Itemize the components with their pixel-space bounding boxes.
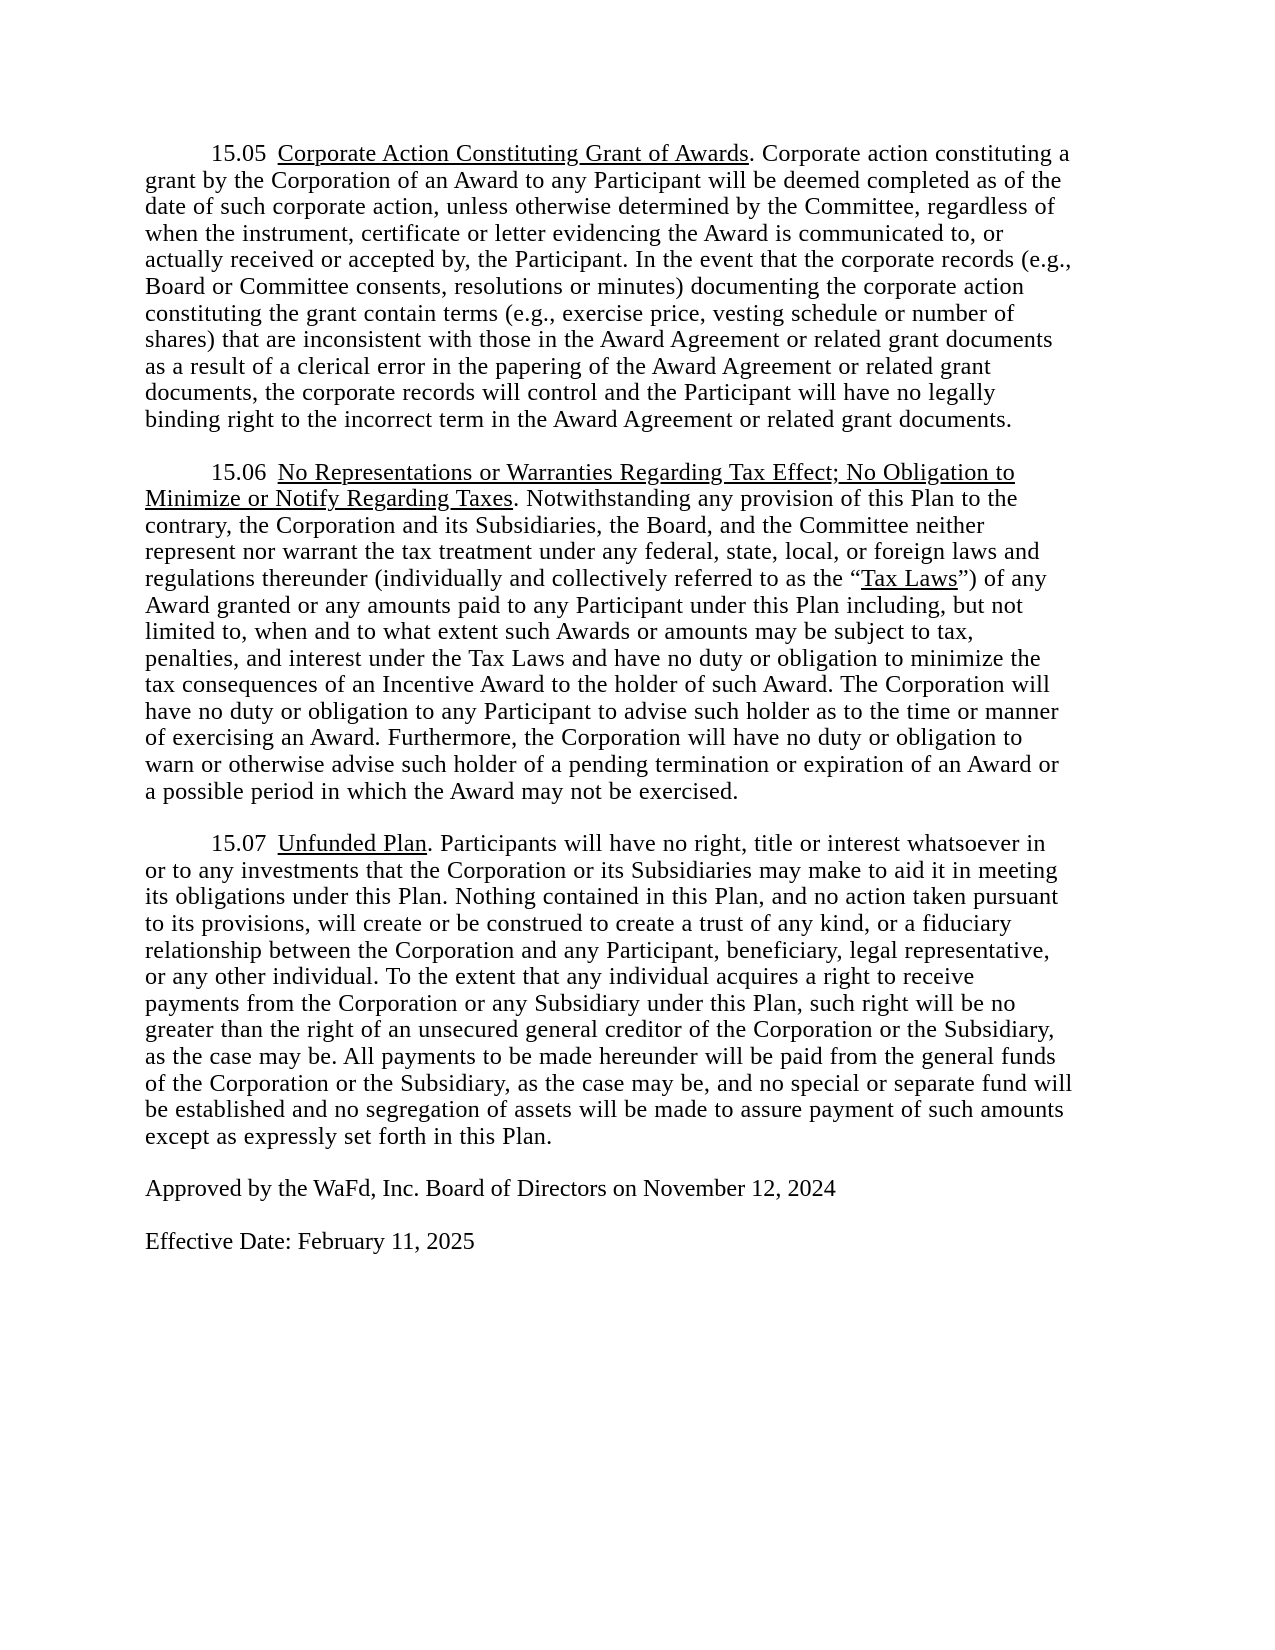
defined-term-tax-laws: Tax Laws — [861, 564, 958, 592]
section-15-05-paragraph — [145, 141, 1073, 434]
section-15-06-body-part-1: . Notwithstanding any provision of this Plan to the contrary, the Corporation and its Subsidiaries, the Board, and the Committee neither represent nor warrant the tax treatment under any federal, state, local, or foreign laws and regulations thereunder (individually and collectively referred to as the “ — [145, 485, 1040, 592]
section-15-07-paragraph — [145, 831, 1073, 1150]
section-15-06-body-part-2: ”) of any Award granted or any amounts paid to any Participant under this Plan including, but not limited to, when and to what extent such Awards or amounts may be subject to tax, penalties, and interest under the Tax Laws and have no duty or obligation to minimize the tax consequences of an Incentive Award to the holder of such Award. The Corporation will have no duty or obligation to any Participant to advise such holder as to the time or manner of exercising an Award. Furthermore, the Corporation will have no duty or obligation to warn or otherwise advise such holder of a pending termination or expiration of an Award or a possible period in which the Award may not be exercised. — [145, 564, 1060, 805]
section-15-06-heading: No Representations or Warranties Regarding Tax Effect; No Obligation to Minimize or Notify Regarding Taxes — [145, 458, 1015, 513]
section-15-07-number: 15.07 — [211, 830, 267, 858]
section-15-07-heading: Unfunded Plan — [277, 830, 428, 858]
document-body — [145, 141, 1073, 1282]
section-15-05-number: 15.05 — [211, 140, 267, 167]
section-15-07-body: . Participants will have no right, title or interest whatsoever in or to any investments that the Corporation or its Subsidiaries may make to aid it in meeting its obligations under this Plan. Nothing contained in this Plan, and no action taken pursuant to its provisions, will create or be construed to create a trust of any kind, or a fiduciary relationship between the Corporation and any Participant, beneficiary, legal representative, or any other individual. To the extent that any individual acquires a right to receive payments from the Corporation or any Subsidiary under this Plan, such right will be no greater than the right of an unsecured general creditor of the Corporation or the Subsidiary, as the case may be. All payments to be made hereunder will be paid from the general funds of the Corporation or the Subsidiary, as the case may be, and no special or separate fund will be established and no segregation of assets will be made to assure payment of such amounts except as expressly set forth in this Plan. — [145, 830, 1073, 1150]
effective-date-line: Effective Date: February 11, 2025 — [145, 1227, 475, 1255]
section-15-06-paragraph — [145, 460, 1073, 806]
section-15-05-heading: Corporate Action Constituting Grant of Awards — [277, 140, 749, 167]
section-15-06-number: 15.06 — [211, 458, 267, 486]
board-approval-line: Approved by the WaFd, Inc. Board of Directors on November 12, 2024 — [145, 1175, 836, 1203]
section-15-05-body: . Corporate action constituting a grant by the Corporation of an Award to any Participant will be deemed completed as of the date of such corporate action, unless otherwise determined by the Committee, regardless of when the instrument, certificate or letter evidencing the Award is communicated to, or actually received or accepted by, the Participant. In the event that the corporate records (e.g., Board or Committee consents, resolutions or minutes) documenting the corporate action constituting the grant contain terms (e.g., exercise price, vesting schedule or number of shares) that are inconsistent with those in the Award Agreement or related grant documents as a result of a clerical error in the papering of the Award Agreement or related grant documents, the corporate records will control and the Participant will have no legally binding right to the incorrect term in the Award Agreement or related grant documents. — [145, 140, 1072, 433]
